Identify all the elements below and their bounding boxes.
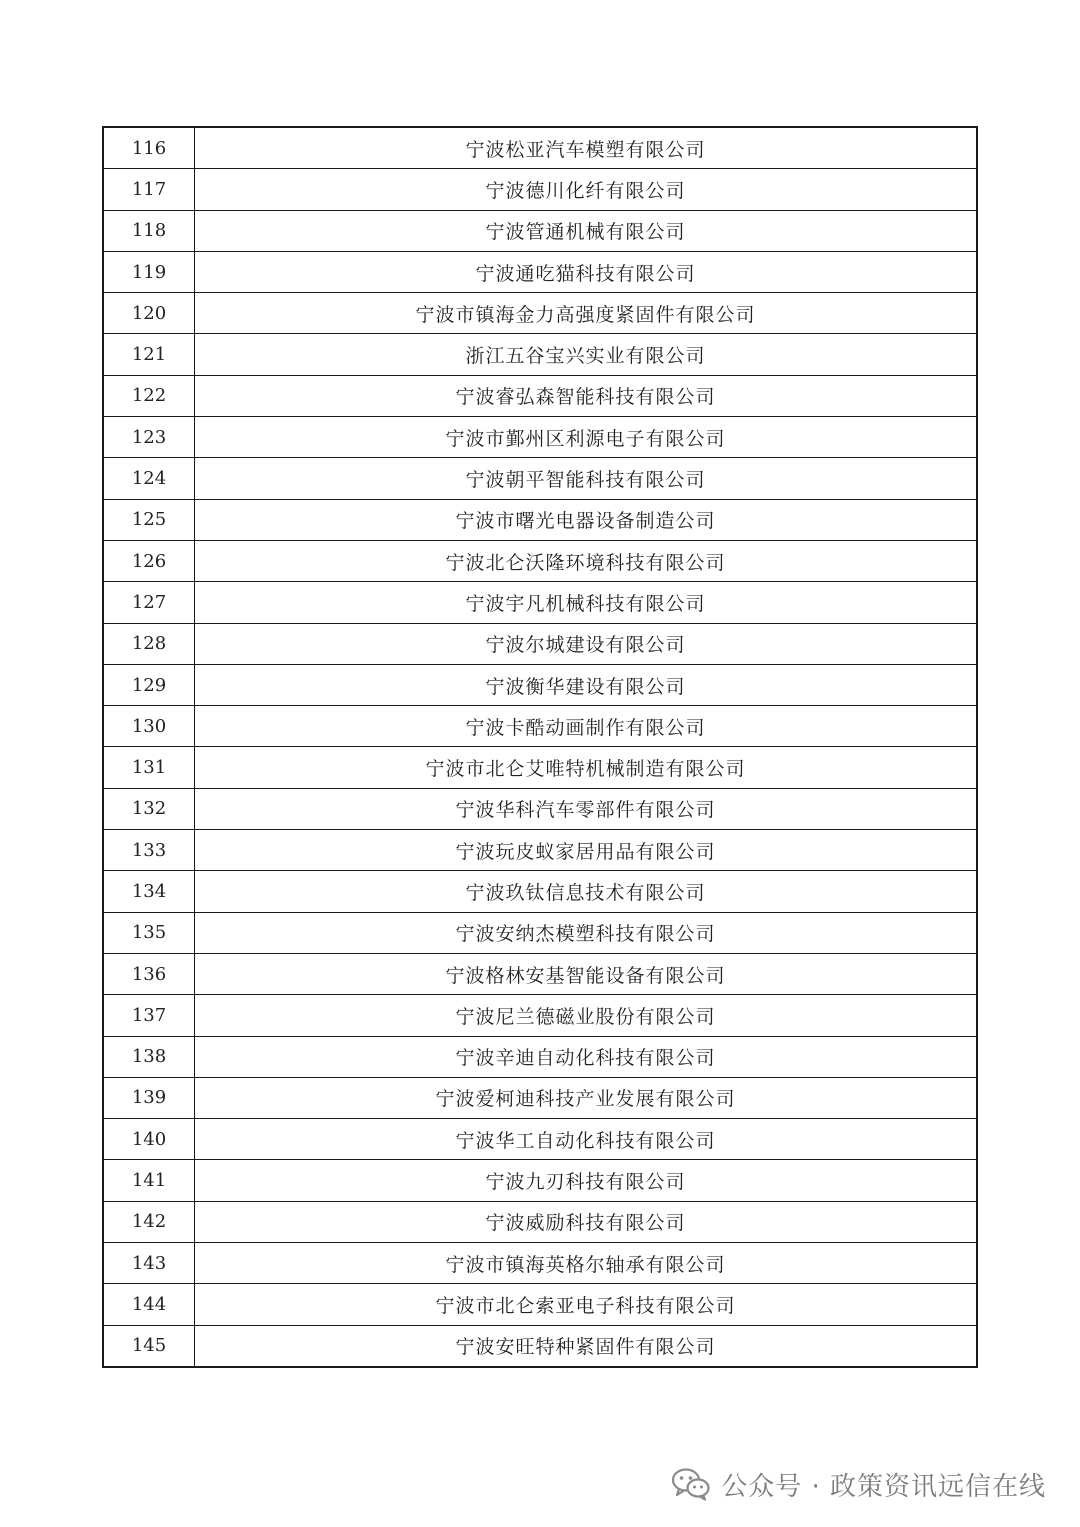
table-row xyxy=(103,871,977,912)
table-row xyxy=(103,293,977,334)
table-row xyxy=(103,953,977,994)
row-number: 138 xyxy=(103,1036,195,1077)
table-row xyxy=(103,582,977,623)
row-number: 136 xyxy=(103,953,195,994)
wechat-icon xyxy=(671,1467,711,1501)
company-name: 宁波衡华建设有限公司 xyxy=(195,664,978,705)
row-number: 133 xyxy=(103,830,195,871)
row-number: 117 xyxy=(103,169,195,210)
company-name: 宁波市北仑索亚电子科技有限公司 xyxy=(195,1284,978,1325)
watermark-text: 公众号 · 政策资讯远信在线 xyxy=(721,1471,1046,1502)
row-number: 139 xyxy=(103,1077,195,1118)
company-name: 宁波管通机械有限公司 xyxy=(195,210,978,251)
watermark xyxy=(671,1462,1046,1506)
company-name: 宁波市鄞州区利源电子有限公司 xyxy=(195,417,978,458)
row-number: 116 xyxy=(103,127,195,169)
table-row xyxy=(103,127,977,169)
company-name: 宁波睿弘森智能科技有限公司 xyxy=(195,375,978,416)
row-number: 132 xyxy=(103,788,195,829)
company-name: 宁波华工自动化科技有限公司 xyxy=(195,1119,978,1160)
company-name: 宁波市北仑艾唯特机械制造有限公司 xyxy=(195,747,978,788)
table-row xyxy=(103,1119,977,1160)
table-row xyxy=(103,1325,977,1367)
table-row xyxy=(103,912,977,953)
table-row xyxy=(103,375,977,416)
row-number: 134 xyxy=(103,871,195,912)
company-name: 宁波爱柯迪科技产业发展有限公司 xyxy=(195,1077,978,1118)
row-number: 130 xyxy=(103,706,195,747)
row-number: 128 xyxy=(103,623,195,664)
table-row xyxy=(103,995,977,1036)
company-name: 宁波市曙光电器设备制造公司 xyxy=(195,499,978,540)
company-name: 浙江五谷宝兴实业有限公司 xyxy=(195,334,978,375)
company-name: 宁波安纳杰模塑科技有限公司 xyxy=(195,912,978,953)
company-name: 宁波格林安基智能设备有限公司 xyxy=(195,953,978,994)
company-name: 宁波北仑沃隆环境科技有限公司 xyxy=(195,540,978,581)
company-name: 宁波九刃科技有限公司 xyxy=(195,1160,978,1201)
company-name: 宁波安旺特种紧固件有限公司 xyxy=(195,1325,978,1367)
table-row xyxy=(103,706,977,747)
table-row xyxy=(103,788,977,829)
row-number: 126 xyxy=(103,540,195,581)
company-name: 宁波尼兰德磁业股份有限公司 xyxy=(195,995,978,1036)
table-row xyxy=(103,830,977,871)
table-body xyxy=(103,127,977,1367)
table-row xyxy=(103,1201,977,1242)
row-number: 122 xyxy=(103,375,195,416)
company-name: 宁波玖钛信息技术有限公司 xyxy=(195,871,978,912)
table-row xyxy=(103,664,977,705)
table-row xyxy=(103,1160,977,1201)
company-name: 宁波华科汽车零部件有限公司 xyxy=(195,788,978,829)
company-name: 宁波市镇海金力高强度紧固件有限公司 xyxy=(195,293,978,334)
row-number: 125 xyxy=(103,499,195,540)
table-row xyxy=(103,1036,977,1077)
row-number: 118 xyxy=(103,210,195,251)
row-number: 135 xyxy=(103,912,195,953)
table-row xyxy=(103,747,977,788)
table-row xyxy=(103,458,977,499)
company-name: 宁波辛迪自动化科技有限公司 xyxy=(195,1036,978,1077)
row-number: 127 xyxy=(103,582,195,623)
company-name: 宁波宇凡机械科技有限公司 xyxy=(195,582,978,623)
table-row xyxy=(103,499,977,540)
row-number: 142 xyxy=(103,1201,195,1242)
company-name: 宁波尔城建设有限公司 xyxy=(195,623,978,664)
row-number: 131 xyxy=(103,747,195,788)
row-number: 119 xyxy=(103,251,195,292)
row-number: 140 xyxy=(103,1119,195,1160)
company-name: 宁波朝平智能科技有限公司 xyxy=(195,458,978,499)
row-number: 144 xyxy=(103,1284,195,1325)
company-name: 宁波德川化纤有限公司 xyxy=(195,169,978,210)
row-number: 143 xyxy=(103,1243,195,1284)
table-row xyxy=(103,540,977,581)
row-number: 137 xyxy=(103,995,195,1036)
row-number: 124 xyxy=(103,458,195,499)
row-number: 121 xyxy=(103,334,195,375)
company-name: 宁波松亚汽车模塑有限公司 xyxy=(195,127,978,169)
row-number: 141 xyxy=(103,1160,195,1201)
row-number: 145 xyxy=(103,1325,195,1367)
table-row xyxy=(103,210,977,251)
table-row xyxy=(103,1284,977,1325)
company-name: 宁波威励科技有限公司 xyxy=(195,1201,978,1242)
row-number: 120 xyxy=(103,293,195,334)
table-row xyxy=(103,334,977,375)
row-number: 123 xyxy=(103,417,195,458)
table-row xyxy=(103,623,977,664)
company-table xyxy=(102,126,978,1368)
company-name: 宁波通吃猫科技有限公司 xyxy=(195,251,978,292)
table-row xyxy=(103,251,977,292)
table-row xyxy=(103,1243,977,1284)
row-number: 129 xyxy=(103,664,195,705)
table-row xyxy=(103,1077,977,1118)
company-name: 宁波卡酷动画制作有限公司 xyxy=(195,706,978,747)
table-row xyxy=(103,417,977,458)
company-name: 宁波玩皮蚁家居用品有限公司 xyxy=(195,830,978,871)
company-name: 宁波市镇海英格尔轴承有限公司 xyxy=(195,1243,978,1284)
company-list-table xyxy=(102,126,978,1368)
table-row xyxy=(103,169,977,210)
